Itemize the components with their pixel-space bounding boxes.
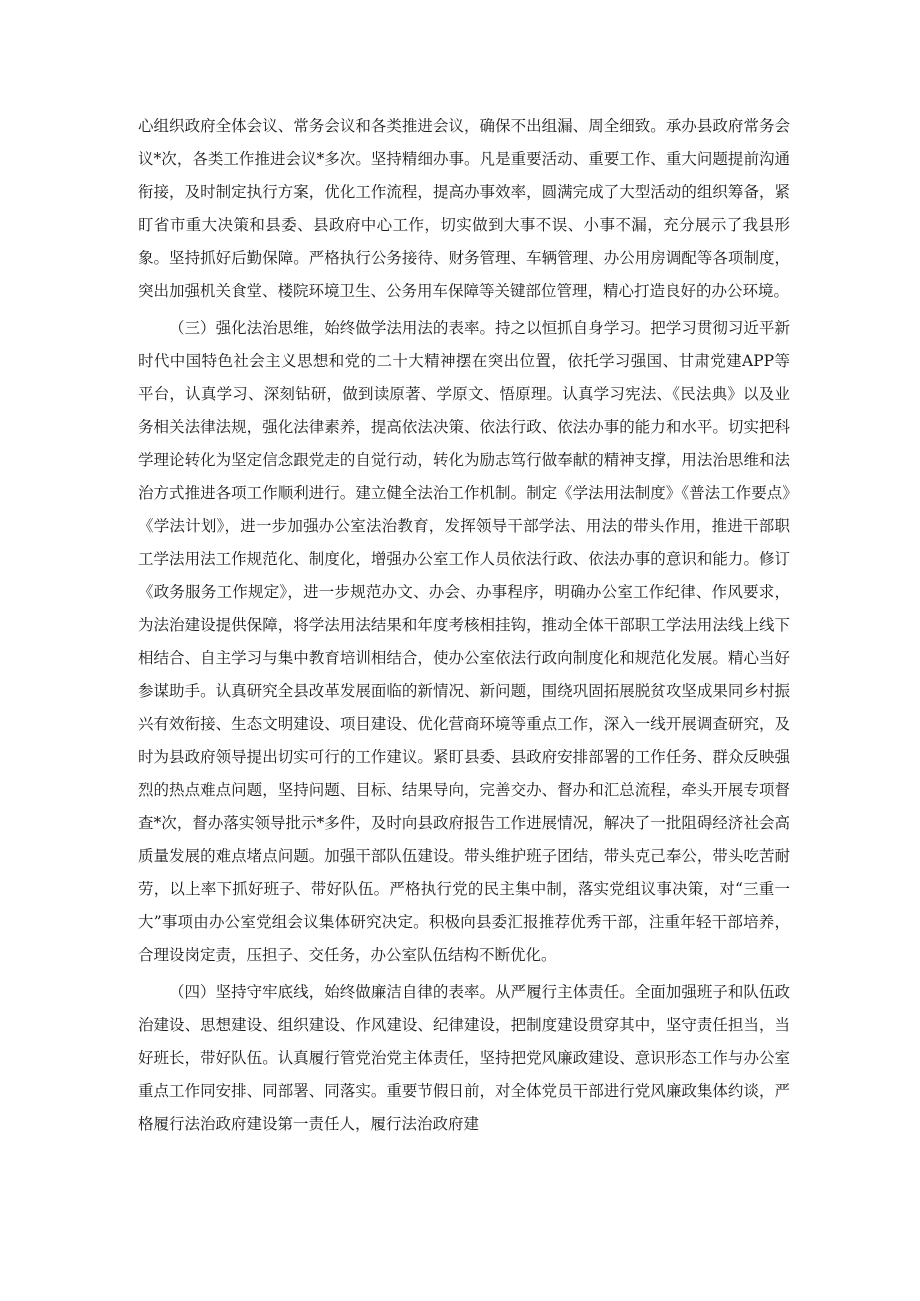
paragraph-continuation: 心组织政府全体会议、常务会议和各类推进会议，确保不出组漏、周全细致。承办县政府常务会议*次，各类工作推进会议*多次。坚持精细办事。凡是重要活动、重要工作、重大问题提前沟通衔接，及时制定执行方案，优化工作流程，提高办事效率，圆满完成了大型活动的组织筹备，紧盯省市重大决策和县委、县政府中心工作，切实做到大事不误、小事不漏，充分展示了我县形象。坚持抓好后勤保障。严格执行公务接待、财务管理、车辆管理、办公用房调配等各项制度，突出加强机关食堂、楼院环境卫生、公务用车保障等关键部位管理，精心打造良好的办公环境。 <box>138 117 790 300</box>
paragraph-section-4: （四）坚持守牢底线，始终做廉洁自律的表率。从严履行主体责任。全面加强班子和队伍政治建设、思想建设、组织建设、作风建设、纪律建设，把制度建设贯穿其中，坚守责任担当，当好班长，带好队伍。认真履行管党治党主体责任，坚持把党风廉政建设、意识形态工作与办公室重点工作同安排、同部署、同落实。重要节假日前，对全体党员干部进行党风廉政集体约谈，严格履行法治政府建设第一责任人，履行法治政府建 <box>138 983 790 1133</box>
paragraph-section-3: （三）强化法治思维，始终做学法用法的表率。持之以恒抓自身学习。把学习贯彻习近平新时代中国特色社会主义思想和党的二十大精神摆在突出位置，依托学习强国、甘肃党建APP等平台，认真学习、深刻钻研，做到读原著、学原文、悟原理。认真学习宪法、《民法典》以及业务相关法律法规，强化法律素养，提高依法决策、依法行政、依法办事的能力和水平。切实把科学理论转化为坚定信念跟党走的自觉行动，转化为励志笃行做奉献的精神支撑，用法治思维和法治方式推进各项工作顺利进行。建立健全法治工作机制。制定《学法用法制度》《普法工作要点》《学法计划》，进一步加强办公室法治教育，发挥领导干部学法、用法的带头作用，推进干部职工学法用法工作规范化、制度化，增强办公室工作人员依法行政、依法办事的意识和能力。修订《政务服务工作规定》，进一步规范办文、办会、办事程序，明确办公室工作纪律、作风要求，为法治建设提供保障，将学法用法结果和年度考核相挂钩，推动全体干部职工学法用法线上线下相结合、自主学习与集中教育培训相结合，使办公室依法行政向制度化和规范化发展。精心当好参谋助手。认真研究全县改革发展面临的新情况、新问题，围绕巩固拓展脱贫攻坚成果同乡村振兴有效衔接、生态文明建设、项目建设、优化营商环境等重点工作，深入一线开展调查研究，及时为县政府领导提出切实可行的工作建议。紧盯县委、县政府安排部署的工作任务、群众反映强烈的热点难点问题，坚持问题、目标、结果导向，完善交办、督办和汇总流程，牵头开展专项督查*次，督办落实领导批示*多件，及时向县政府报告工作进展情况，解决了一批阻碍经济社会高质量发展的难点堵点问题。加强干部队伍建设。带头维护班子团结，带头克己奉公，带头吃苦耐劳，以上率下抓好班子、带好队伍。严格执行党的民主集中制，落实党组议事决策，对“三重一大”事项由办公室党组会议集体研究决定。积极向县委汇报推荐优秀干部，注重年轻干部培养，合理设岗定责，压担子、交任务，办公室队伍结构不断优化。 <box>138 319 790 964</box>
document-page <box>138 110 790 1141</box>
